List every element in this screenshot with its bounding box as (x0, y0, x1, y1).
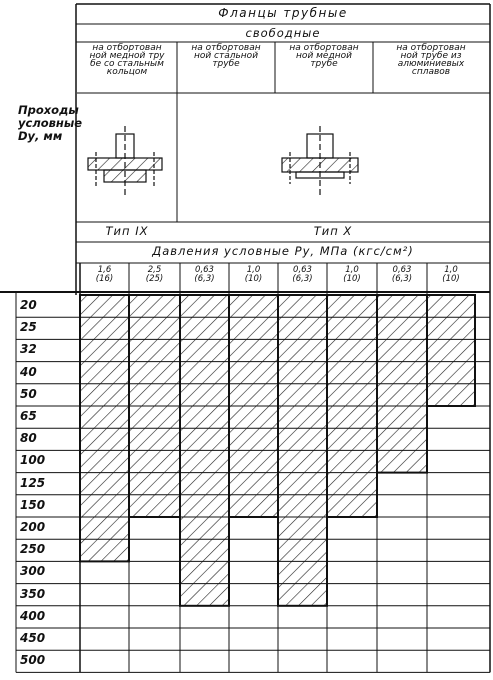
title: Фланцы трубные (218, 6, 348, 20)
col-group-3-line: на отбортован (289, 43, 359, 53)
row-label: 50 (20, 386, 37, 401)
col-group-4-line: на отбортован (396, 43, 466, 53)
pressure-label (427, 266, 475, 284)
row-label: 125 (20, 475, 46, 490)
col-group-3-line: трубе (310, 59, 338, 69)
pressure-kgf: (10) (343, 274, 361, 284)
pressure-kgf: (16) (95, 274, 114, 284)
row-label: 300 (20, 564, 46, 579)
pressure-mpa: 0,63 (195, 265, 214, 275)
pressure-kgf: (25) (145, 274, 164, 284)
col-group-3-line: ной медной (296, 51, 352, 61)
pressure-mpa: 0,63 (392, 265, 412, 275)
col-group-2-line: трубе (212, 59, 240, 69)
left-header (18, 104, 82, 143)
pressure-label (377, 266, 427, 284)
col-group-2-line: на отбортован (191, 43, 261, 53)
row-label: 250 (20, 542, 46, 557)
row-label: 20 (20, 298, 37, 312)
pressure-kgf: (10) (442, 274, 460, 284)
col-group-1-line: кольцом (106, 67, 148, 77)
row-label: 40 (20, 364, 37, 379)
col-group-4 (373, 44, 489, 76)
pressure-mpa: 1,0 (345, 265, 359, 275)
pressure-kgf: (6,3) (194, 274, 215, 284)
pressure-header: Давления условные Ру, МПа (кгс/см²) (152, 244, 414, 258)
type-x-label: Тип X (313, 224, 353, 238)
row-label: 150 (20, 497, 46, 512)
col-group-4-line: ной трубе из (400, 51, 462, 61)
col-group-2-line: ной стальной (193, 51, 259, 61)
pressure-label (180, 266, 229, 284)
col-group-4-line: алюминиевых (397, 59, 465, 69)
subtitle: свободные (245, 26, 321, 40)
pressure-mpa: 0,63 (293, 265, 312, 275)
pressure-kgf: (10) (244, 274, 263, 284)
row-label: 25 (20, 320, 37, 335)
row-label: 65 (20, 409, 37, 423)
pressure-label (278, 266, 327, 284)
row-label: 350 (20, 586, 46, 601)
col-group-1 (77, 44, 177, 76)
col-group-4-line: сплавов (411, 67, 451, 77)
flange-type-ix-drawing (88, 126, 162, 195)
pressure-mpa: 1,6 (97, 265, 112, 275)
type-ix-label: Тип IX (105, 224, 149, 238)
row-label: 400 (20, 608, 46, 623)
row-label: 100 (20, 453, 46, 468)
hatched-cells-col-8 (427, 295, 475, 406)
col-group-2 (177, 44, 275, 68)
row-label: 80 (20, 431, 37, 446)
left-header-line-3: Dу, мм (18, 129, 63, 143)
pressure-kgf: (6,3) (391, 274, 413, 284)
pressure-label (229, 266, 278, 284)
pressure-mpa: 1,0 (444, 265, 458, 275)
pressure-mpa: 1,0 (246, 265, 261, 275)
col-group-1-line: ной медной тру (89, 51, 165, 61)
pressure-kgf: (6,3) (292, 274, 313, 284)
row-label: 450 (20, 631, 46, 645)
row-label: 200 (20, 520, 46, 534)
col-group-1-line: на отбортован (92, 43, 162, 53)
row-label: 500 (20, 653, 46, 668)
left-header-line-1: Проходы (18, 103, 79, 117)
left-header-line-2: условные (18, 116, 83, 130)
pressure-label (327, 266, 377, 284)
col-group-1-line: бе со стальным (90, 59, 164, 69)
pressure-mpa: 2,5 (147, 265, 162, 275)
flange-drawings (88, 126, 358, 195)
flange-type-x-drawing (282, 126, 358, 195)
row-label: 32 (20, 342, 37, 357)
pressure-label (129, 266, 180, 284)
col-group-3 (275, 44, 373, 68)
pressure-label (80, 266, 129, 284)
